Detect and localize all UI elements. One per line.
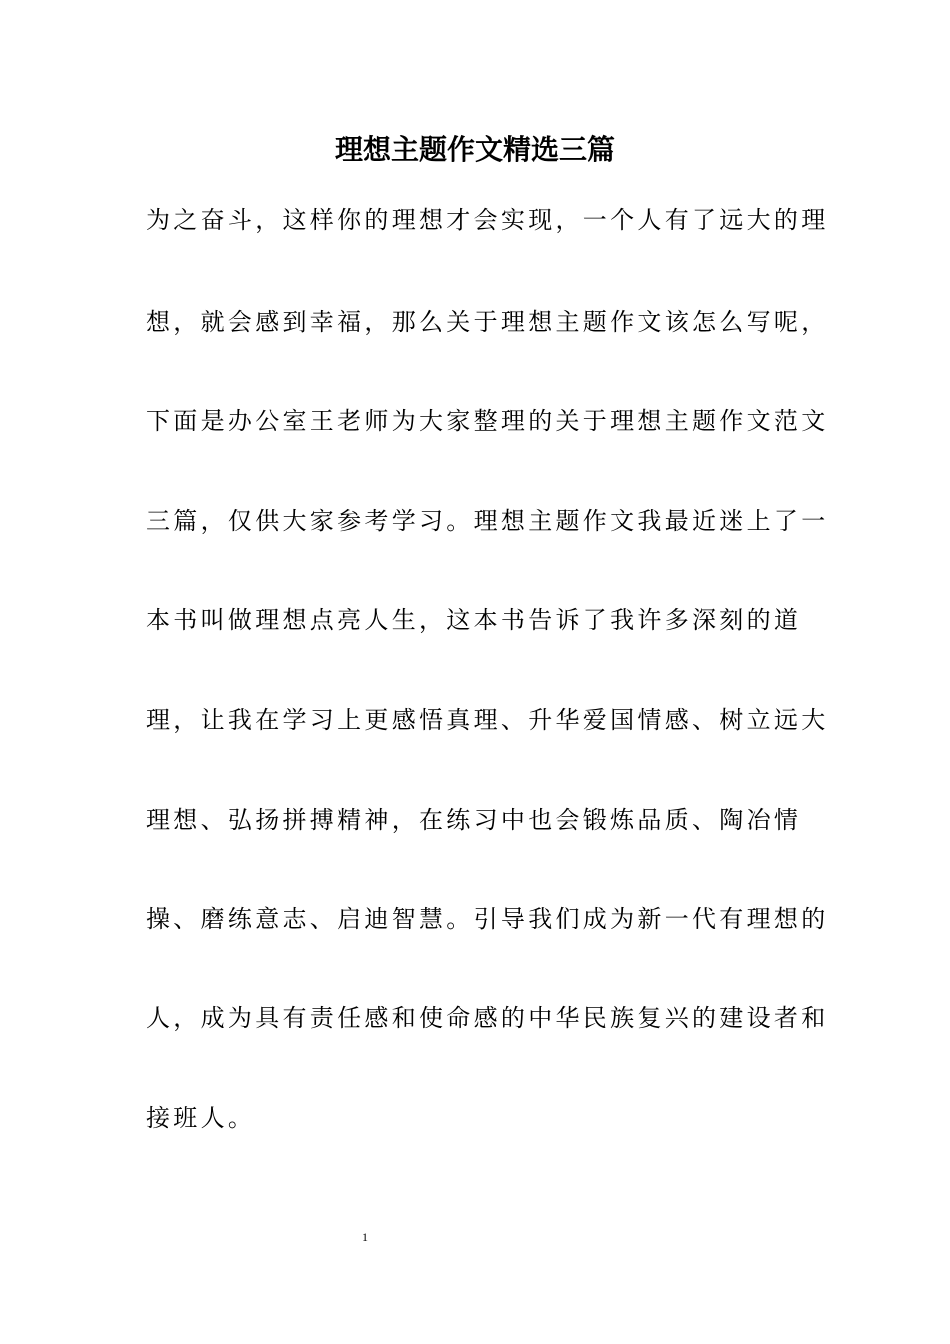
page-title: 理想主题作文精选三篇 (334, 133, 615, 166)
body-text-line: 为之奋斗，这样你的理想才会实现，一个人有了远大的理 (146, 206, 829, 234)
body-text-line: 本书叫做理想点亮人生，这本书告诉了我许多深刻的道 (146, 606, 802, 634)
body-text-line: 接班人。 (146, 1104, 256, 1132)
body-text-line: 三篇，仅供大家参考学习。理想主题作文我最近迷上了一 (146, 507, 829, 535)
body-text-line: 理，让我在学习上更感悟真理、升华爱国情感、树立远大 (146, 706, 829, 734)
body-text-line: 想，就会感到幸福，那么关于理想主题作文该怎么写呢， (146, 308, 829, 336)
body-text-line: 人，成为具有责任感和使命感的中华民族复兴的建设者和 (146, 1004, 829, 1032)
body-text-line: 理想、弘扬拼搏精神，在练习中也会锻炼品质、陶冶情 (146, 806, 802, 834)
page-number: 1 (362, 1230, 368, 1244)
body-text-line: 下面是办公室王老师为大家整理的关于理想主题作文范文 (146, 407, 829, 435)
body-text-line: 操、磨练意志、启迪智慧。引导我们成为新一代有理想的 (146, 905, 829, 933)
